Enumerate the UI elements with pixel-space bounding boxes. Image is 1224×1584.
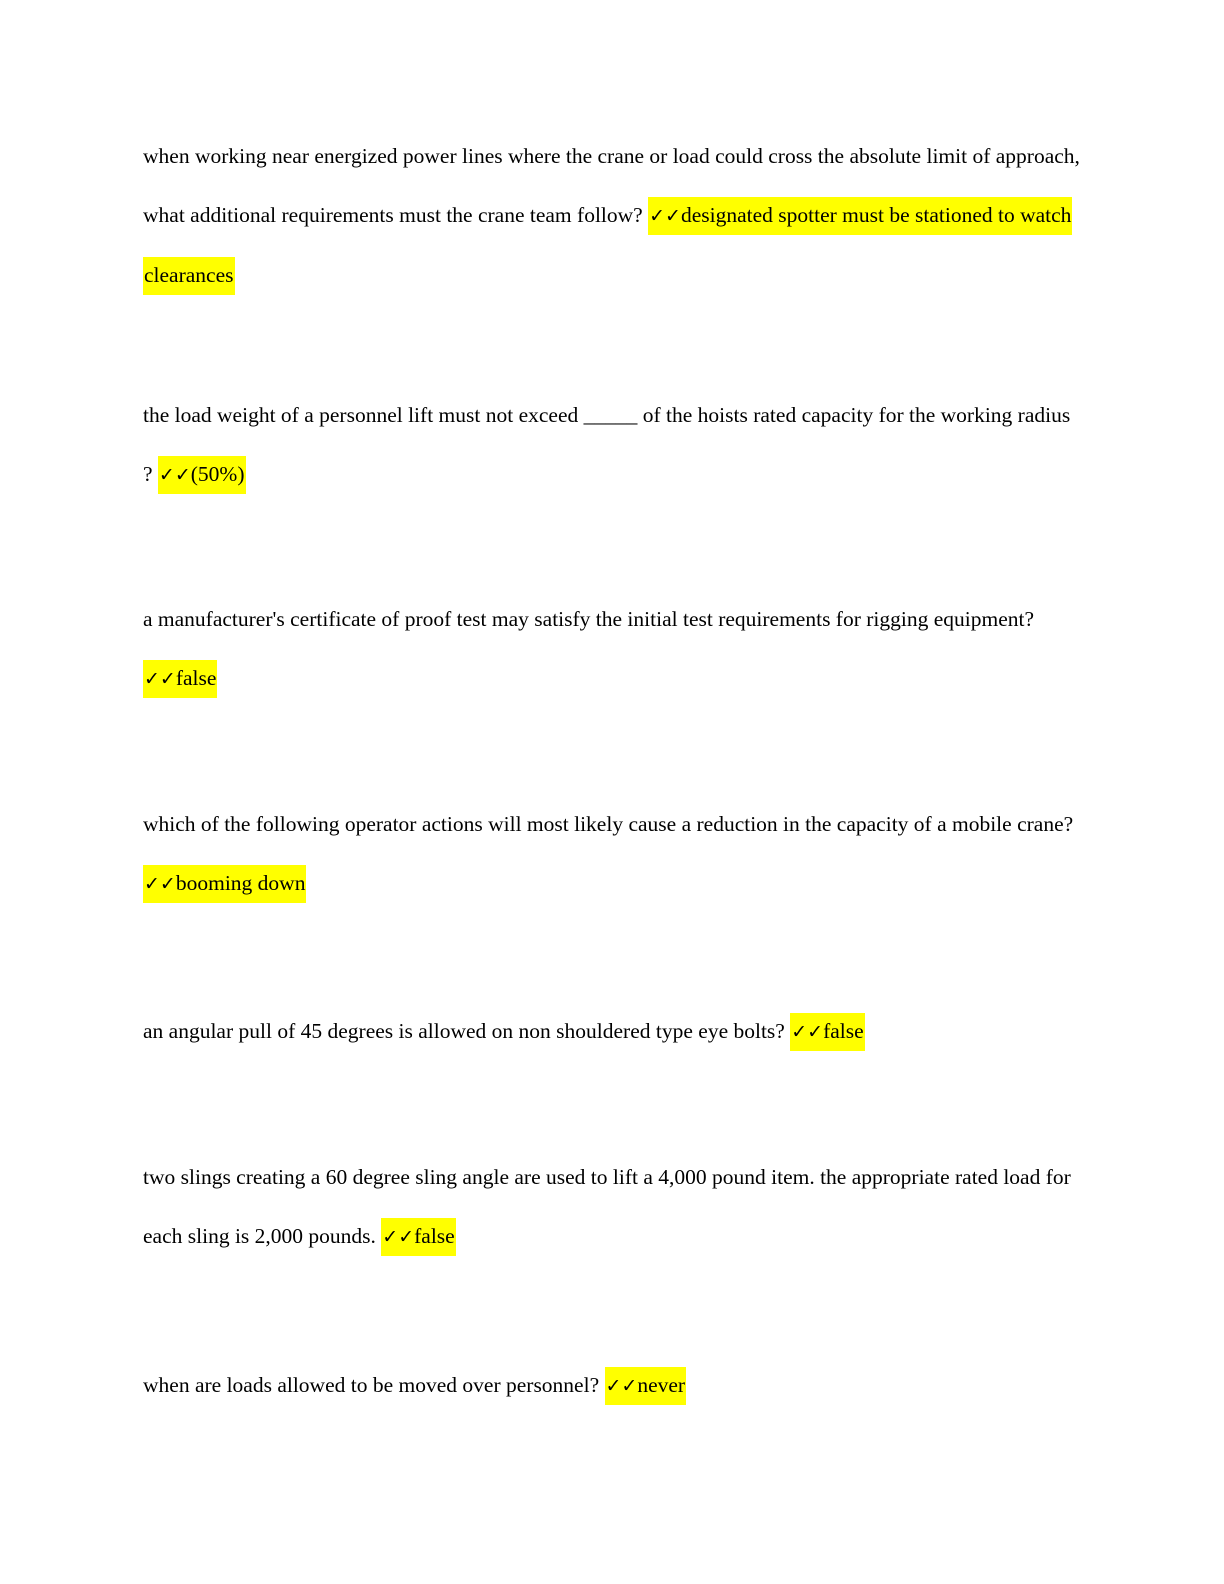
question-text: when are loads allowed to be moved over personnel? [143,1373,600,1397]
qa-item-2 [143,386,1083,505]
answer-text: false [414,1224,455,1248]
answer-text: false [823,1019,864,1043]
answer-highlight [158,456,246,494]
answer-text: (50%) [190,462,245,486]
answer-highlight [143,660,217,698]
qa-item-3 [143,590,1083,709]
qa-item-4 [143,795,1083,914]
question-text: which of the following operator actions will most likely cause a reduction in the capacity of a mobile crane? [143,812,1074,836]
answer-text: never [637,1373,686,1397]
question-text: when working near energized power lines where the crane or load could cross the absolute limit of approach, what additional requirements must the crane team follow? [143,144,1080,227]
answer-highlight [143,865,306,903]
answer-highlight [381,1218,455,1256]
double-check-icon: ✓✓ [144,873,176,895]
double-check-icon: ✓✓ [649,205,681,227]
answer-text: booming down [175,871,306,895]
qa-item-5 [143,1002,1083,1062]
qa-item-7 [143,1356,1083,1416]
qa-item-6 [143,1148,1083,1267]
question-text: an angular pull of 45 degrees is allowed on non shouldered type eye bolts? [143,1019,785,1043]
answer-highlight [605,1367,687,1405]
answer-text: false [175,666,217,690]
double-check-icon: ✓✓ [382,1226,415,1248]
answer-text: designated spotter must be stationed to watch clearances [144,203,1072,287]
qa-item-1 [143,127,1083,305]
double-check-icon: ✓✓ [158,464,191,486]
question-text: two slings creating a 60 degree sling angle are used to lift a 4,000 pound item. the appropriate rated load for each sling is 2,000 pounds. [143,1165,1071,1248]
answer-highlight [790,1013,864,1051]
double-check-icon: ✓✓ [791,1021,824,1043]
double-check-icon: ✓✓ [605,1375,638,1397]
question-text: the load weight of a personnel lift must not exceed _____ of the hoists rated capacity for the working radius ? [143,403,1071,486]
question-text: a manufacturer's certificate of proof test may satisfy the initial test requirements for rigging equipment? [143,607,1035,631]
double-check-icon: ✓✓ [144,668,176,690]
